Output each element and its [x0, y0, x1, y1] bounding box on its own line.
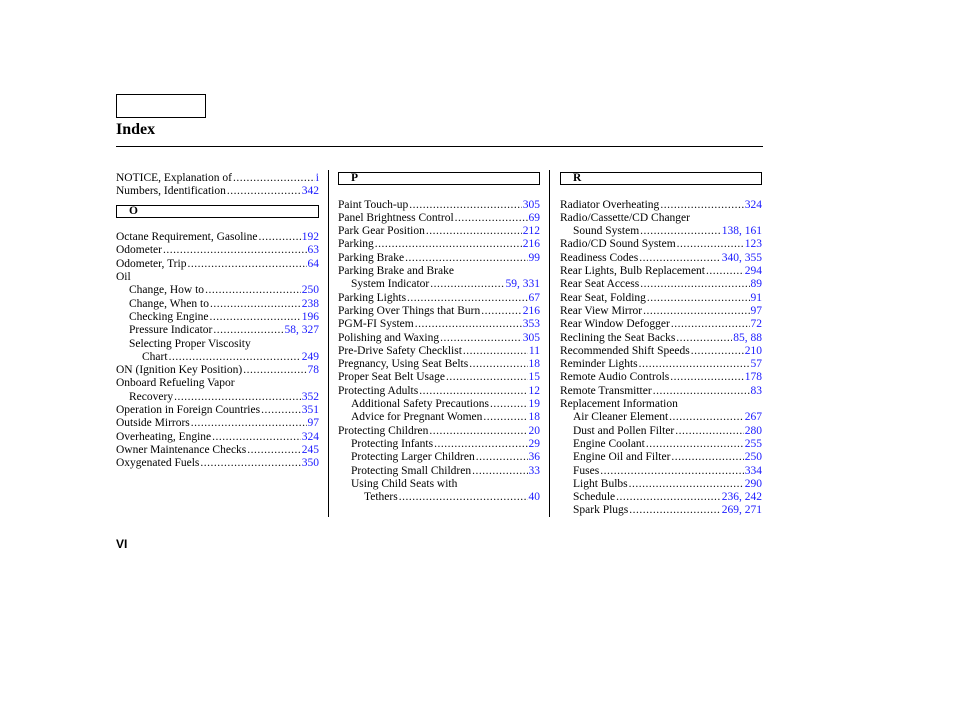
page-link[interactable]: 324 [301, 430, 319, 443]
entry-text: Rear Seat, Folding [560, 291, 646, 304]
index-entry[interactable] [338, 305, 540, 318]
page-link[interactable]: 69 [528, 211, 540, 224]
page-link[interactable]: 351 [301, 404, 319, 417]
section-header-o: O [116, 205, 319, 218]
leader-dots [258, 231, 300, 244]
entry-text: Remote Audio Controls [560, 371, 670, 384]
leader-dots [415, 318, 522, 331]
index-entry[interactable] [560, 305, 762, 318]
entry-text: Air Cleaner Element [573, 411, 669, 424]
leader-dots [429, 425, 527, 438]
title-rule [116, 146, 763, 147]
leader-dots [187, 258, 306, 271]
column-divider [328, 170, 329, 517]
entries-r [560, 199, 762, 518]
column-divider [549, 170, 550, 517]
index-entry[interactable] [116, 258, 319, 271]
entry-text: Dust and Pollen Filter [573, 424, 675, 437]
page-link[interactable]: 78 [307, 364, 319, 377]
page-link[interactable]: 196 [301, 310, 319, 323]
entry-text: Additional Safety Precautions [351, 398, 489, 411]
leader-dots [483, 411, 527, 424]
entry-text: Reminder Lights [560, 358, 638, 371]
index-entry[interactable] [560, 332, 762, 345]
page-link[interactable]: 238 [301, 297, 319, 310]
page-link[interactable]: 18 [528, 358, 540, 371]
entry-text: Protecting Infants [351, 437, 434, 450]
index-entry[interactable] [560, 491, 762, 504]
index-entry[interactable] [560, 252, 762, 265]
leader-dots [472, 465, 527, 478]
index-entry[interactable] [116, 311, 319, 324]
index-entry[interactable] [338, 385, 540, 398]
index-entry[interactable] [338, 438, 540, 451]
index-entry[interactable] [560, 438, 762, 451]
leader-dots [426, 225, 522, 238]
entry-text: Radio/CD Sound System [560, 238, 676, 251]
entry-text: Sound System [573, 225, 640, 238]
leader-dots [169, 351, 301, 364]
page-link[interactable]: 269, 271 [721, 504, 762, 517]
entry-text: Protecting Larger Children [351, 451, 475, 464]
index-entry[interactable] [560, 199, 762, 212]
index-entry[interactable]: Numbers, Identification ..... 342 [116, 185, 319, 198]
index-entry[interactable] [560, 238, 762, 251]
page-link[interactable]: 29 [528, 437, 540, 450]
entries-p [338, 199, 540, 505]
page-link[interactable]: 123 [744, 238, 762, 251]
index-entry[interactable] [560, 371, 762, 384]
index-entry: Parking Brake and Brake [338, 265, 454, 278]
page-link[interactable]: 342 [301, 185, 319, 198]
index-entry[interactable] [116, 284, 319, 297]
leader-dots [463, 345, 528, 358]
entry-text: Rear View Mirror [560, 304, 643, 317]
index-entry[interactable] [338, 398, 540, 411]
leader-dots [163, 244, 307, 257]
page-link[interactable]: 67 [528, 291, 540, 304]
leader-dots [670, 371, 744, 384]
leader-dots [676, 332, 732, 345]
leader-dots [647, 292, 750, 305]
entry-text: Change, How to [129, 284, 205, 297]
leader-dots [409, 199, 522, 212]
leader-dots [174, 391, 301, 404]
page-link[interactable]: 334 [744, 464, 762, 477]
page-link[interactable]: 11 [528, 344, 540, 357]
entry-text: Overheating, Engine [116, 430, 212, 443]
page-link[interactable]: 40 [528, 491, 540, 504]
page-link[interactable]: 290 [744, 477, 762, 490]
entry-text: Schedule [573, 491, 616, 504]
index-entry[interactable] [338, 278, 540, 291]
leader-dots [440, 332, 522, 345]
entry-text: Protecting Children [338, 424, 429, 437]
index-entry: Onboard Refueling Vapor [116, 377, 235, 390]
page-link[interactable]: 33 [528, 464, 540, 477]
page-link[interactable]: 352 [301, 390, 319, 403]
page-link[interactable]: 20 [528, 424, 540, 437]
page-link[interactable]: 99 [528, 251, 540, 264]
leader-dots [469, 358, 527, 371]
entry-text: Pregnancy, Using Seat Belts [338, 358, 469, 371]
leader-dots [200, 457, 300, 470]
leader-dots [405, 252, 527, 265]
leader-dots [616, 491, 721, 504]
leader-dots [434, 438, 527, 451]
index-entry[interactable] [338, 465, 540, 478]
leader-dots [677, 238, 744, 251]
leader-dots [640, 278, 749, 291]
index-entry[interactable] [338, 318, 540, 331]
entry-text: Proper Seat Belt Usage [338, 371, 445, 384]
leader-dots [629, 478, 744, 491]
index-entry[interactable] [338, 411, 540, 424]
entry-text: Recovery [129, 390, 174, 403]
leader-dots [399, 491, 528, 504]
index-entry[interactable] [116, 364, 319, 377]
leader-dots [671, 318, 750, 331]
leader-dots [691, 345, 744, 358]
entry-text: Protecting Small Children [351, 464, 472, 477]
page-link[interactable]: 305 [522, 198, 540, 211]
index-entry[interactable] [338, 225, 540, 238]
index-entry[interactable] [338, 491, 540, 504]
page-link[interactable]: 267 [744, 411, 762, 424]
section-header-p: P [338, 172, 540, 185]
entry-text: Recommended Shift Speeds [560, 344, 690, 357]
entry-text: Change, When to [129, 297, 209, 310]
page-title: Index [116, 121, 156, 138]
page-link[interactable]: 255 [744, 437, 762, 450]
entry-text: Parking Lights [338, 291, 407, 304]
entry-text: Parking Over Things that Burn [338, 304, 481, 317]
entry-text: Checking Engine [129, 310, 209, 323]
index-entry[interactable] [116, 324, 319, 337]
entry-text: Pressure Indicator [129, 324, 213, 337]
entry-text: Park Gear Position [338, 225, 425, 238]
entry-text: Operation in Foreign Countries [116, 404, 261, 417]
leader-dots [660, 199, 743, 212]
leader-dots [490, 398, 528, 411]
leader-dots [191, 417, 307, 430]
index-entry[interactable] [338, 371, 540, 384]
index-entry[interactable] [560, 451, 762, 464]
page-link[interactable]: 97 [307, 417, 319, 430]
page-link[interactable]: 280 [744, 424, 762, 437]
page-link[interactable]: 85, 88 [733, 331, 762, 344]
index-entry: Radio/Cassette/CD Changer [560, 211, 690, 224]
index-entry[interactable] [560, 318, 762, 331]
index-entry[interactable] [338, 451, 540, 464]
page-link[interactable]: 91 [750, 291, 762, 304]
page-link[interactable]: 12 [528, 384, 540, 397]
page-link[interactable]: 19 [528, 398, 540, 411]
page-link[interactable]: 353 [522, 318, 540, 331]
leader-dots [653, 385, 750, 398]
index-entry[interactable] [338, 238, 540, 251]
entry-text: Advice for Pregnant Women [351, 411, 483, 424]
entry-text: Octane Requirement, Gasoline [116, 231, 258, 244]
index-column-o [116, 172, 319, 471]
index-entry: Oil [116, 271, 131, 284]
entry-text: Fuses [573, 464, 600, 477]
entry-text: Radiator Overheating [560, 198, 660, 211]
page-link[interactable]: 89 [750, 278, 762, 291]
entry-text: Pre-Drive Safety Checklist [338, 344, 462, 357]
leader-dots [629, 504, 720, 517]
leader-dots [669, 411, 744, 424]
leader-dots [706, 265, 744, 278]
leader-dots [643, 305, 749, 318]
leader-dots [375, 238, 522, 251]
entry-text: Reclining the Seat Backs [560, 331, 676, 344]
index-entry[interactable] [338, 292, 540, 305]
page-link[interactable]: 18 [528, 411, 540, 424]
page-link[interactable]: 58, 327 [284, 324, 319, 337]
entry-text: Remote Transmitter [560, 384, 652, 397]
page-link[interactable]: 324 [744, 198, 762, 211]
leader-dots [419, 385, 527, 398]
index-entry[interactable] [116, 431, 319, 444]
leader-dots [205, 284, 301, 297]
index-entry[interactable] [560, 411, 762, 424]
leader-dots [243, 364, 306, 377]
entry-text: Rear Window Defogger [560, 318, 670, 331]
leader-dots [600, 465, 744, 478]
page-number: VI [116, 537, 128, 551]
page-link[interactable]: 63 [307, 244, 319, 257]
index-entry[interactable] [116, 244, 319, 257]
page-link[interactable]: 97 [750, 304, 762, 317]
index-entry[interactable] [338, 252, 540, 265]
leader-dots [407, 292, 527, 305]
leader-dots [210, 311, 301, 324]
entries-o [116, 231, 319, 470]
index-column-r [560, 172, 762, 518]
entry-text: System Indicator [351, 278, 430, 291]
leader-dots [212, 431, 301, 444]
page-link[interactable]: 340, 355 [721, 251, 762, 264]
entry-text: Paint Touch-up [338, 198, 409, 211]
entry-text: Engine Coolant [573, 437, 645, 450]
leader-dots [481, 305, 522, 318]
entry-text: Light Bulbs [573, 477, 628, 490]
index-entry[interactable] [560, 345, 762, 358]
leader-dots [639, 252, 720, 265]
index-entry[interactable] [560, 265, 762, 278]
index-entry[interactable] [338, 212, 540, 225]
index-entry[interactable] [338, 425, 540, 438]
page-link[interactable]: 245 [301, 443, 319, 456]
entry-text: Spark Plugs [573, 504, 629, 517]
index-entry[interactable] [116, 351, 319, 364]
index-column-p [338, 172, 540, 504]
page-link[interactable]: 305 [522, 331, 540, 344]
page-link[interactable]: 15 [528, 371, 540, 384]
entry-text: Engine Oil and Filter [573, 451, 671, 464]
entry-text: Owner Maintenance Checks [116, 443, 247, 456]
index-entry[interactable] [560, 292, 762, 305]
leader-dots [213, 324, 283, 337]
page-link[interactable]: 138, 161 [721, 225, 762, 238]
entry-text: Oxygenated Fuels [116, 457, 200, 470]
entry-text: Odometer [116, 244, 162, 257]
entry-text: Odometer, Trip [116, 257, 187, 270]
entry-text: Rear Lights, Bulb Replacement [560, 265, 705, 278]
entry-text: Parking [338, 238, 374, 251]
index-entry[interactable] [116, 444, 319, 457]
page-link[interactable]: 83 [750, 384, 762, 397]
leader-dots [646, 438, 744, 451]
page-link[interactable]: 57 [750, 358, 762, 371]
entry-text: Rear Seat Access [560, 278, 640, 291]
page-link[interactable]: 294 [744, 265, 762, 278]
index-entry[interactable] [116, 298, 319, 311]
index-entry[interactable]: NOTICE, Explanation of ..... i [116, 172, 319, 185]
page-link[interactable]: 178 [744, 371, 762, 384]
index-entry: Selecting Proper Viscosity [129, 337, 251, 350]
index-entry[interactable] [560, 465, 762, 478]
page-link[interactable]: 236, 242 [721, 491, 762, 504]
index-entry[interactable] [338, 358, 540, 371]
entry-text: Panel Brightness Control [338, 211, 454, 224]
leader-dots [675, 425, 743, 438]
index-entry[interactable] [338, 332, 540, 345]
leader-dots [639, 358, 750, 371]
leader-dots [476, 451, 528, 464]
leader-dots [247, 444, 300, 457]
page-link[interactable]: 59, 331 [505, 278, 540, 291]
entry-text: ON (Ignition Key Position) [116, 364, 243, 377]
index-entry[interactable] [560, 425, 762, 438]
entry-text: PGM-FI System [338, 318, 414, 331]
index-entry[interactable] [560, 478, 762, 491]
index-entry[interactable] [560, 504, 762, 517]
index-entry[interactable] [560, 225, 762, 238]
page-link[interactable]: 249 [301, 350, 319, 363]
index-entry[interactable] [560, 358, 762, 371]
pre-entries [116, 172, 319, 199]
index-entry[interactable] [338, 199, 540, 212]
page-link[interactable]: 250 [744, 451, 762, 464]
index-entry[interactable] [116, 231, 319, 244]
leader-dots [430, 278, 504, 291]
entry-text: Tethers [364, 491, 398, 504]
index-entry[interactable] [116, 417, 319, 430]
entry-text: Chart [142, 350, 168, 363]
index-entry[interactable] [116, 391, 319, 404]
entry-text: Parking Brake [338, 251, 405, 264]
leader-dots [210, 298, 301, 311]
index-entry: Replacement Information [560, 398, 678, 411]
page-link[interactable]: i [315, 172, 319, 184]
leader-dots [671, 451, 743, 464]
page-link[interactable]: 216 [522, 304, 540, 317]
entry-text: Polishing and Waxing [338, 331, 440, 344]
page-link[interactable]: 192 [301, 231, 319, 244]
leader-dots [261, 404, 301, 417]
page-link[interactable]: 350 [301, 457, 319, 470]
index-entry[interactable] [116, 404, 319, 417]
page-link[interactable]: 210 [744, 344, 762, 357]
header-tab-box [116, 94, 206, 118]
leader-dots [455, 212, 528, 225]
index-entry[interactable] [338, 345, 540, 358]
leader-dots [640, 225, 721, 238]
index-entry: Using Child Seats with [351, 477, 458, 490]
page-link[interactable]: 64 [307, 257, 319, 270]
index-entry[interactable] [560, 385, 762, 398]
index-entry[interactable] [116, 457, 319, 470]
index-entry[interactable] [560, 278, 762, 291]
page-link[interactable]: 36 [528, 451, 540, 464]
section-header-r: R [560, 172, 762, 185]
entry-text: Protecting Adults [338, 384, 419, 397]
page-link[interactable]: 72 [750, 318, 762, 331]
leader-dots [446, 371, 528, 384]
entry-text: Outside Mirrors [116, 417, 190, 430]
page-link[interactable]: 212 [522, 225, 540, 238]
page-link[interactable]: 216 [522, 238, 540, 251]
page-link[interactable]: 250 [301, 284, 319, 297]
entry-text: Readiness Codes [560, 251, 639, 264]
